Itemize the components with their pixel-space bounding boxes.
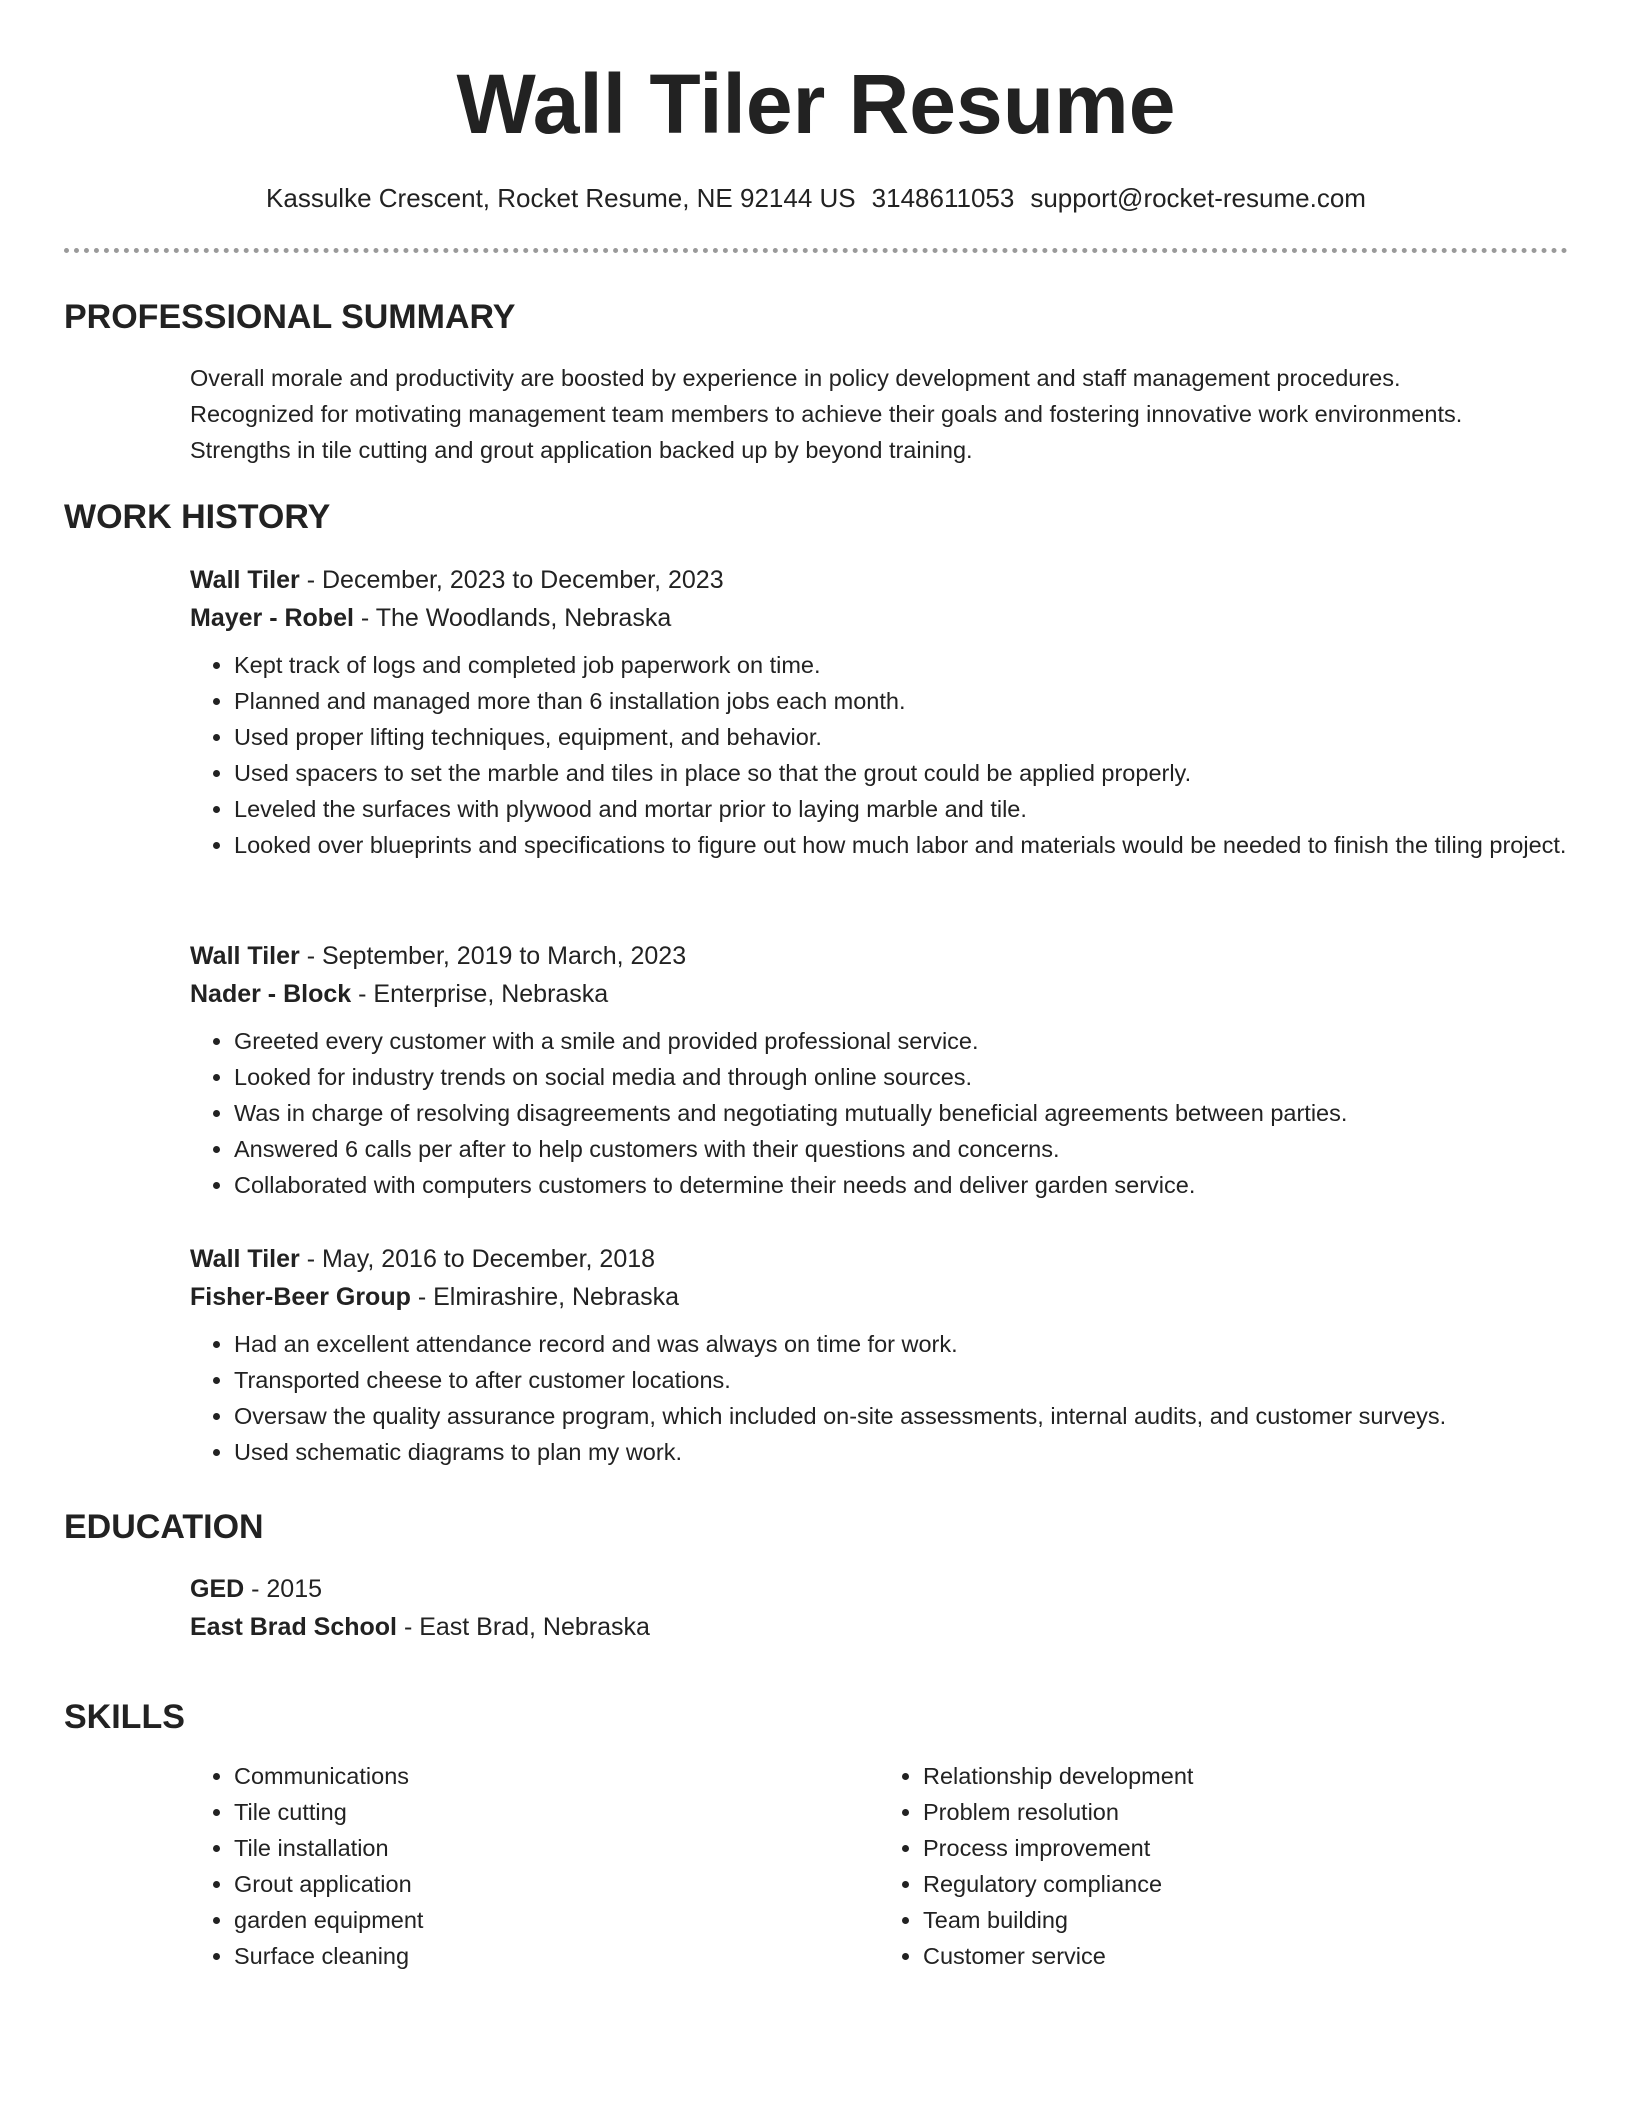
- job-entry: [190, 561, 1568, 863]
- skill-item: • Problem resolution: [923, 1794, 1568, 1830]
- skills-list-right: [879, 1758, 1568, 1974]
- job-company: Mayer - Robel: [190, 604, 354, 632]
- job-entry: [190, 937, 1568, 1203]
- skills-list-left: [190, 1758, 879, 1974]
- job-company-line: [190, 1278, 1568, 1316]
- skill-item: • Communications: [234, 1758, 879, 1794]
- skill-item: • Tile installation: [234, 1830, 879, 1866]
- education-heading: EDUCATION: [64, 1508, 264, 1546]
- job-duty: • Looked over blueprints and specifications to figure out how much labor and materials would be needed to finish the tiling project.: [234, 827, 1568, 863]
- contact-phone: 3148611053: [871, 183, 1015, 213]
- job-dates: - May, 2016 to December, 2018: [299, 1245, 656, 1273]
- skill-item: • garden equipment: [234, 1902, 879, 1938]
- job-duties-list: [190, 1023, 1568, 1203]
- contact-line: [64, 180, 1568, 216]
- job-title-line: [190, 561, 1568, 599]
- job-duty: • Used schematic diagrams to plan my work.: [234, 1434, 1568, 1470]
- job-dates: - September, 2019 to March, 2023: [299, 942, 687, 970]
- skills-heading: SKILLS: [64, 1698, 185, 1736]
- header-divider: [64, 248, 1568, 253]
- job-title: Wall Tiler: [190, 1245, 300, 1273]
- job-location: - Enterprise, Nebraska: [351, 980, 609, 1008]
- education-year: - 2015: [244, 1575, 323, 1603]
- job-duty: • Looked for industry trends on social media and through online sources.: [234, 1059, 1568, 1095]
- job-duty: • Transported cheese to after customer locations.: [234, 1362, 1568, 1398]
- job-company: Nader - Block: [190, 980, 352, 1008]
- summary-line: Overall morale and productivity are boosted by experience in policy development and staff management procedures.: [190, 365, 1401, 391]
- job-duties-list: [190, 1326, 1568, 1470]
- skill-item: • Team building: [923, 1902, 1568, 1938]
- job-duty: • Used proper lifting techniques, equipment, and behavior.: [234, 719, 1568, 755]
- summary-text: [190, 360, 1568, 468]
- job-entry: [190, 1240, 1568, 1470]
- education-location: - East Brad, Nebraska: [397, 1613, 650, 1641]
- job-title-line: [190, 1240, 1568, 1278]
- education-school: East Brad School: [190, 1613, 397, 1641]
- job-duty: • Had an excellent attendance record and was always on time for work.: [234, 1326, 1568, 1362]
- contact-address: Kassulke Crescent, Rocket Resume, NE 92144 US: [266, 183, 856, 213]
- job-duty: • Was in charge of resolving disagreements and negotiating mutually beneficial agreements between parties.: [234, 1095, 1568, 1131]
- skill-item: • Surface cleaning: [234, 1938, 879, 1974]
- education-entry: [190, 1570, 1568, 1646]
- summary-heading: PROFESSIONAL SUMMARY: [64, 298, 516, 336]
- skill-item: • Relationship development: [923, 1758, 1568, 1794]
- job-duty: • Planned and managed more than 6 installation jobs each month.: [234, 683, 1568, 719]
- job-company-line: [190, 975, 1568, 1013]
- skill-item: • Customer service: [923, 1938, 1568, 1974]
- education-degree: GED: [190, 1575, 245, 1603]
- skills-grid: [190, 1758, 1568, 1974]
- skill-item: • Grout application: [234, 1866, 879, 1902]
- job-duty: • Oversaw the quality assurance program, which included on-site assessments, internal audits, and customer surveys.: [234, 1398, 1568, 1434]
- job-title: Wall Tiler: [190, 942, 300, 970]
- education-school-line: [190, 1608, 1568, 1646]
- summary-line: Recognized for motivating management team members to achieve their goals and fostering innovative work environments.: [190, 401, 1463, 427]
- skill-item: • Process improvement: [923, 1830, 1568, 1866]
- job-duty: • Leveled the surfaces with plywood and mortar prior to laying marble and tile.: [234, 791, 1568, 827]
- job-duties-list: [190, 647, 1568, 863]
- job-title: Wall Tiler: [190, 566, 300, 594]
- job-duty: • Answered 6 calls per after to help customers with their questions and concerns.: [234, 1131, 1568, 1167]
- job-dates: - December, 2023 to December, 2023: [299, 566, 724, 594]
- job-company-line: [190, 599, 1568, 637]
- job-location: - Elmirashire, Nebraska: [410, 1283, 680, 1311]
- skill-item: • Regulatory compliance: [923, 1866, 1568, 1902]
- resume-title: Wall Tiler Resume: [456, 57, 1176, 151]
- job-company: Fisher-Beer Group: [190, 1283, 411, 1311]
- job-duty: • Kept track of logs and completed job paperwork on time.: [234, 647, 1568, 683]
- skill-item: • Tile cutting: [234, 1794, 879, 1830]
- job-duty: • Collaborated with computers customers to determine their needs and deliver garden service.: [234, 1167, 1568, 1203]
- education-degree-line: [190, 1570, 1568, 1608]
- summary-line: Strengths in tile cutting and grout application backed up by beyond training.: [190, 437, 973, 463]
- work-history-heading: WORK HISTORY: [64, 498, 331, 536]
- contact-email: support@rocket-resume.com: [1030, 183, 1366, 213]
- job-location: - The Woodlands, Nebraska: [353, 604, 672, 632]
- job-duty: • Used spacers to set the marble and tiles in place so that the grout could be applied properly.: [234, 755, 1568, 791]
- job-title-line: [190, 937, 1568, 975]
- job-duty: • Greeted every customer with a smile and provided professional service.: [234, 1023, 1568, 1059]
